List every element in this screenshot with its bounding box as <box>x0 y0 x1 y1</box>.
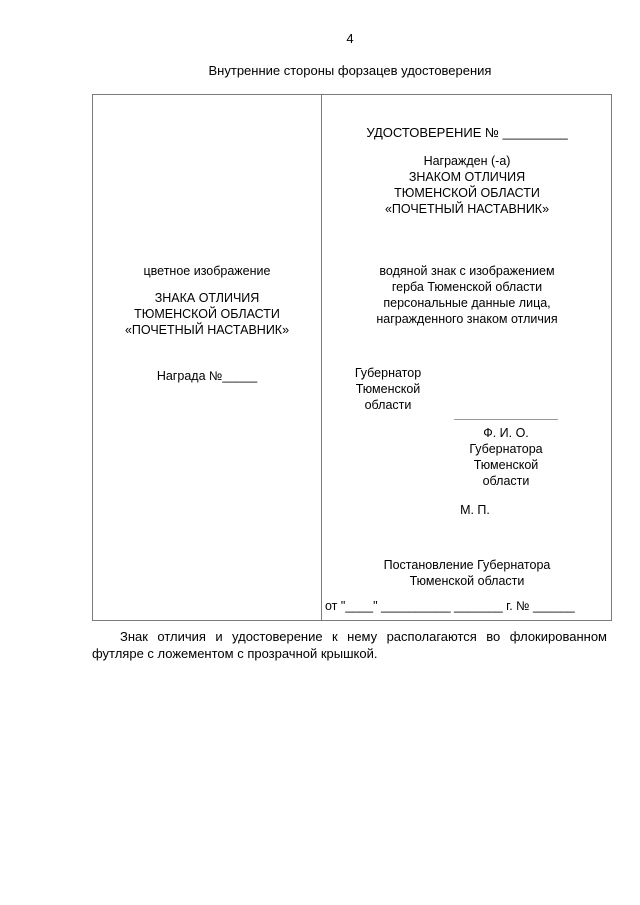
badge-title <box>93 290 321 338</box>
award-number: Награда №_____ <box>156 369 258 383</box>
image-caption: цветное изображение <box>143 264 271 278</box>
governor-line: области <box>364 398 412 412</box>
resolution-title <box>322 557 612 589</box>
badge-title-line: ТЮМЕНСКОЙ ОБЛАСТИ <box>134 307 280 321</box>
watermark-line: герба Тюменской области <box>391 280 543 294</box>
watermark-line: персональные данные лица, <box>383 296 551 310</box>
signature-name-line: Ф. И. О. <box>483 426 529 440</box>
seal-place: М. П. <box>460 503 490 517</box>
resolution-line: Тюменской области <box>409 574 525 588</box>
awarded-line: «ПОЧЕТНЫЙ НАСТАВНИК» <box>384 202 550 216</box>
signature-name-line: области <box>482 474 530 488</box>
awarded-block <box>322 153 612 217</box>
badge-title-line: ЗНАКА ОТЛИЧИЯ <box>154 291 260 305</box>
governor-line: Тюменской <box>355 382 421 396</box>
signature-line <box>454 419 558 420</box>
resolution-line: Постановление Губернатора <box>383 558 551 572</box>
watermark-note <box>322 263 612 327</box>
signature-name-line: Губернатора <box>469 442 543 456</box>
signature-name-line: Тюменской <box>473 458 539 472</box>
page-number: 4 <box>346 31 354 46</box>
badge-title-line: «ПОЧЕТНЫЙ НАСТАВНИК» <box>124 323 290 337</box>
watermark-line: водяной знак с изображением <box>379 264 555 278</box>
page-heading: Внутренние стороны форзацев удостоверения <box>208 63 492 78</box>
awarded-line: ЗНАКОМ ОТЛИЧИЯ <box>408 170 526 184</box>
resolution-date-line: от "____" __________ _______ г. № ______ <box>325 599 575 613</box>
signature-name <box>454 425 558 489</box>
certificate-number: УДОСТОВЕРЕНИЕ № _________ <box>366 125 568 140</box>
awarded-line: ТЮМЕНСКОЙ ОБЛАСТИ <box>394 186 540 200</box>
governor-line: Губернатор <box>354 366 422 380</box>
governor-title <box>340 365 436 413</box>
note-paragraph: Знак отличия и удостоверение к нему располагаются во флокированном футляре с ложементом с прозрачной крышкой. <box>92 629 607 661</box>
watermark-line: награжденного знаком отличия <box>376 312 558 326</box>
awarded-line: Награжден (-а) <box>423 154 511 168</box>
